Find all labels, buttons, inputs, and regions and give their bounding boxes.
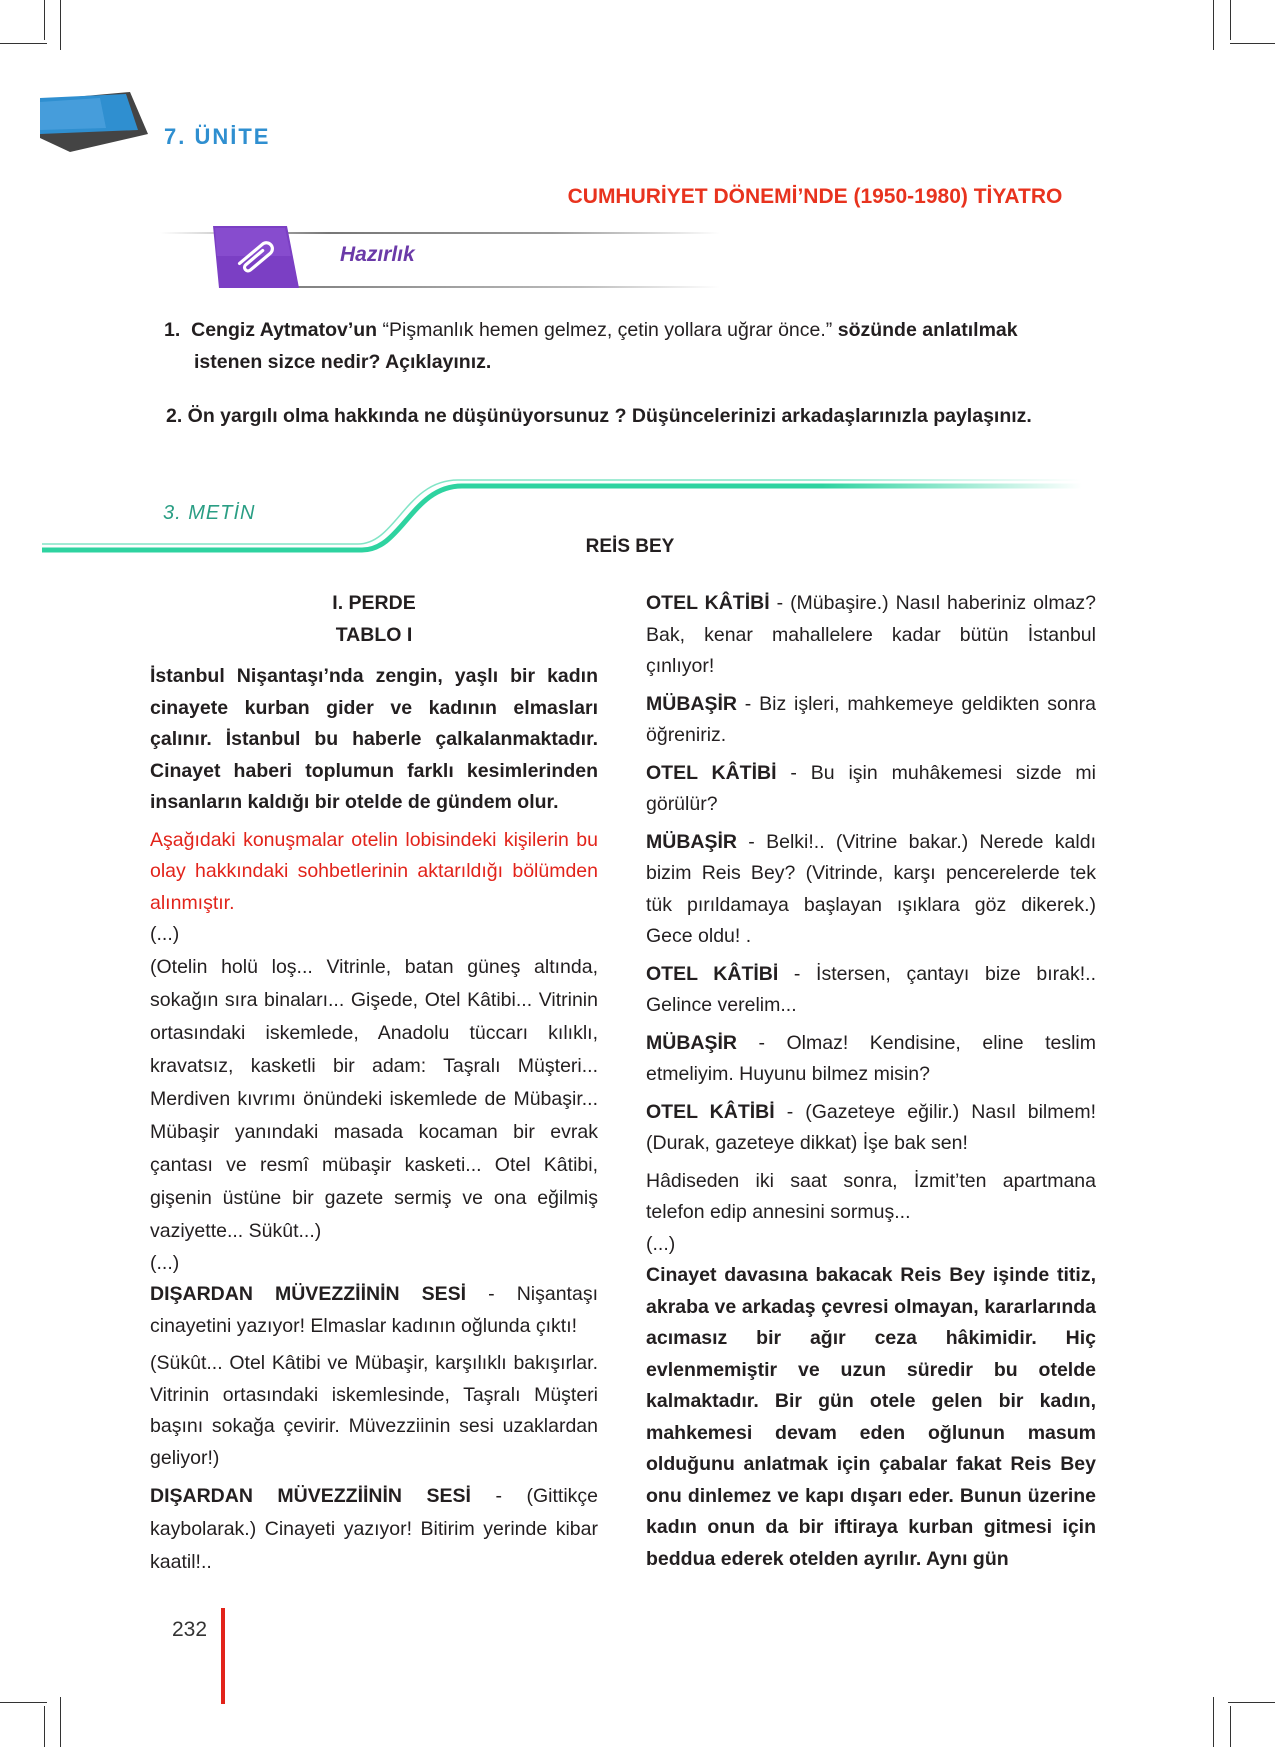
stage-direction: (Otelin holü loş... Vitrinle, batan güneş altında, sokağın sıra binaları... Gişede, Otel Kâtibi... Vitrinin ortasındaki iskemlede, Anadolu tüccarı kılıklı, kravatsız, kasketli bir adam: Taşralı Müşteri... Merdiven kıvrımı önündeki iskemlede de Mübaşir... Mübaşir yanındaki masada kocaman bir evrak çantası ve resmî mübaşir kasketi... Otel Kâtibi, gişenin üstüne bir gazete sermiş ve ona eğilmiş vaziyette... Sükût...) <box>150 955 598 1242</box>
left-column <box>150 588 598 1585</box>
unit-label: 7. ÜNİTE <box>164 124 271 149</box>
dialogue-text: - (Gittikçe kaybolarak.) Cinayeti yazıyor! Bitirim yerinde kibar kaatil!.. <box>150 1485 598 1573</box>
dialogue-line <box>646 1028 1096 1091</box>
speaker-name: OTEL KÂTİBİ <box>646 962 779 985</box>
dialogue-text: - Olmaz! Kendisine, eline teslim etmeliyim. Huyunu bilmez misin? <box>646 1031 1096 1085</box>
dialogue-line <box>150 1480 598 1579</box>
dialogue-text: - İstersen, çantayı bize bırak!.. Gelince verelim... <box>646 962 1096 1016</box>
question-1-line <box>164 314 1104 346</box>
crop-mark <box>60 0 61 50</box>
question-text: sözünde anlatılmak <box>837 319 1018 341</box>
ellipsis: (...) <box>150 923 180 945</box>
speaker-name: MÜBAŞİR <box>646 692 737 715</box>
dialogue-text: - Belki!.. (Vitrine bakar.) Nerede kaldı bizim Reis Bey? (Vitrinde, karşı pencerelerde tek tük pırıldamaya başlayan ışıklara göz dikerek.) Gece oldu! . <box>646 830 1096 947</box>
dialogue-line <box>646 689 1096 752</box>
crop-mark <box>0 43 47 44</box>
crop-mark <box>1228 1702 1275 1703</box>
text-label: 3. METİN <box>163 502 256 524</box>
play-title: REİS BEY <box>585 536 675 557</box>
speaker-name: OTEL KÂTİBİ <box>646 1100 775 1123</box>
question-2: 2. Ön yargılı olma hakkında ne düşünüyorsunuz ? Düşüncelerinizi arkadaşlarınızla paylaşınız. <box>166 405 1032 427</box>
dialogue-line <box>646 959 1096 1022</box>
crop-mark <box>1213 0 1214 50</box>
act-heading: I. PERDE <box>332 592 416 614</box>
speaker-name: MÜBAŞİR <box>646 1031 737 1054</box>
crop-mark <box>44 0 45 40</box>
note-paragraph: Aşağıdaki konuşmalar otelin lobisindeki kişilerin bu olay hakkındaki sohbetlerinin aktarıldığı bölümden alınmıştır. <box>150 828 598 914</box>
crop-mark <box>1230 0 1231 40</box>
speaker-name: OTEL KÂTİBİ <box>646 592 770 614</box>
dialogue-list <box>646 588 1096 1160</box>
stage-direction: (Sükût... Otel Kâtibi ve Mübaşir, karşılıklı bakışırlar. Vitrinin ortasındaki iskemlesinde, Taşralı Müşteri başını sokağa çevirir. Müvezziinin sesi uzaklardan geliyor!) <box>150 1352 598 1469</box>
scene-heading: TABLO I <box>335 623 413 646</box>
dialogue-line <box>646 1097 1096 1160</box>
dialogue-line <box>646 758 1096 821</box>
dialogue-text: - Bu işin muhâkemesi sizde mi görülür? <box>646 761 1096 815</box>
hazirlik-rule <box>250 286 720 288</box>
dialogue-text: - Nişantaşı cinayetini yazıyor! Elmaslar kadının oğlunda çıktı! <box>150 1283 598 1337</box>
summary-paragraph: Cinayet davasına bakacak Reis Bey işinde titiz, akraba ve arkadaş çevresi olmayan, kararlarında acımasız bir ağır ceza hâkimidir. Hiç evlenmemiştir ve uzun süredir bu otelde kalmaktadır. Bir gün otele gelen bir kadın, mahkemesi devam eden oğlunun masum olduğunu anlatmak için çabalar fakat Reis Bey onu dinlemez ve kapı dışarı eder. Bunun üzerine kadın onun da bir iftiraya kurban gitmesi için beddua ederek otelden ayrılır. Aynı gün <box>646 1264 1096 1570</box>
page-number-rule <box>221 1608 225 1704</box>
dialogue-line <box>646 588 1096 683</box>
question-number: 1. <box>164 319 181 341</box>
crop-mark <box>0 1702 47 1703</box>
page-title: CUMHURİYET DÖNEMİ’NDE (1950-1980) TİYATRO <box>567 185 1063 208</box>
question-author: Cengiz Aytmatov’un <box>191 319 378 341</box>
speaker-name: OTEL KÂTİBİ <box>646 761 777 784</box>
right-column <box>646 588 1096 1581</box>
dialogue-text: - (Mübaşire.) Nasıl haberiniz olmaz? Bak, kenar mahallelere kadar bütün İstanbul çınlıyor! <box>646 592 1097 677</box>
ellipsis: (...) <box>646 1232 676 1255</box>
crop-mark <box>1213 1697 1214 1747</box>
dialogue-text: - (Gazeteye eğilir.) Nasıl bilmem! (Durak, gazeteye dikkat) İşe bak sen! <box>646 1100 1096 1154</box>
page-number: 232 <box>172 1618 208 1641</box>
blue-tab-icon <box>40 92 150 152</box>
question-1-line2: istenen sizce nedir? Açıklayınız. <box>194 351 492 373</box>
crop-mark <box>1230 1706 1231 1747</box>
dialogue-line <box>150 1279 598 1342</box>
summary-paragraph: İstanbul Nişantaşı’nda zengin, yaşlı bir kadın cinayete kurban gider ve kadının elmasları çalınır. İstanbul bu haberle çalkalanmaktadır. Cinayet haberi toplumun farklı kesimlerinden insanların kaldığı bir otelde de gündem olur. <box>150 665 598 813</box>
dialogue-text: - Biz işleri, mahkemeye geldikten sonra öğreniriz. <box>646 692 1096 746</box>
crop-mark <box>44 1706 45 1747</box>
crop-mark <box>1230 43 1275 44</box>
section-label: Hazırlık <box>340 243 415 266</box>
narration-paragraph: Hâdiseden iki saat sonra, İzmit’ten apartmana telefon edip annesini sormuş... <box>646 1169 1096 1223</box>
speaker-name: MÜBAŞİR <box>646 830 737 853</box>
ellipsis: (...) <box>150 1251 180 1274</box>
question-1 <box>164 314 1104 378</box>
crop-mark <box>60 1697 61 1747</box>
paperclip-icon <box>205 222 301 292</box>
question-quote: “Pişmanlık hemen gelmez, çetin yollara uğrar önce.” <box>377 319 838 341</box>
speaker-name: DIŞARDAN MÜVEZZİİNİN SESİ <box>150 1485 471 1507</box>
dialogue-line <box>646 827 1096 953</box>
speaker-name: DIŞARDAN MÜVEZZİİNİN SESİ <box>150 1283 467 1305</box>
